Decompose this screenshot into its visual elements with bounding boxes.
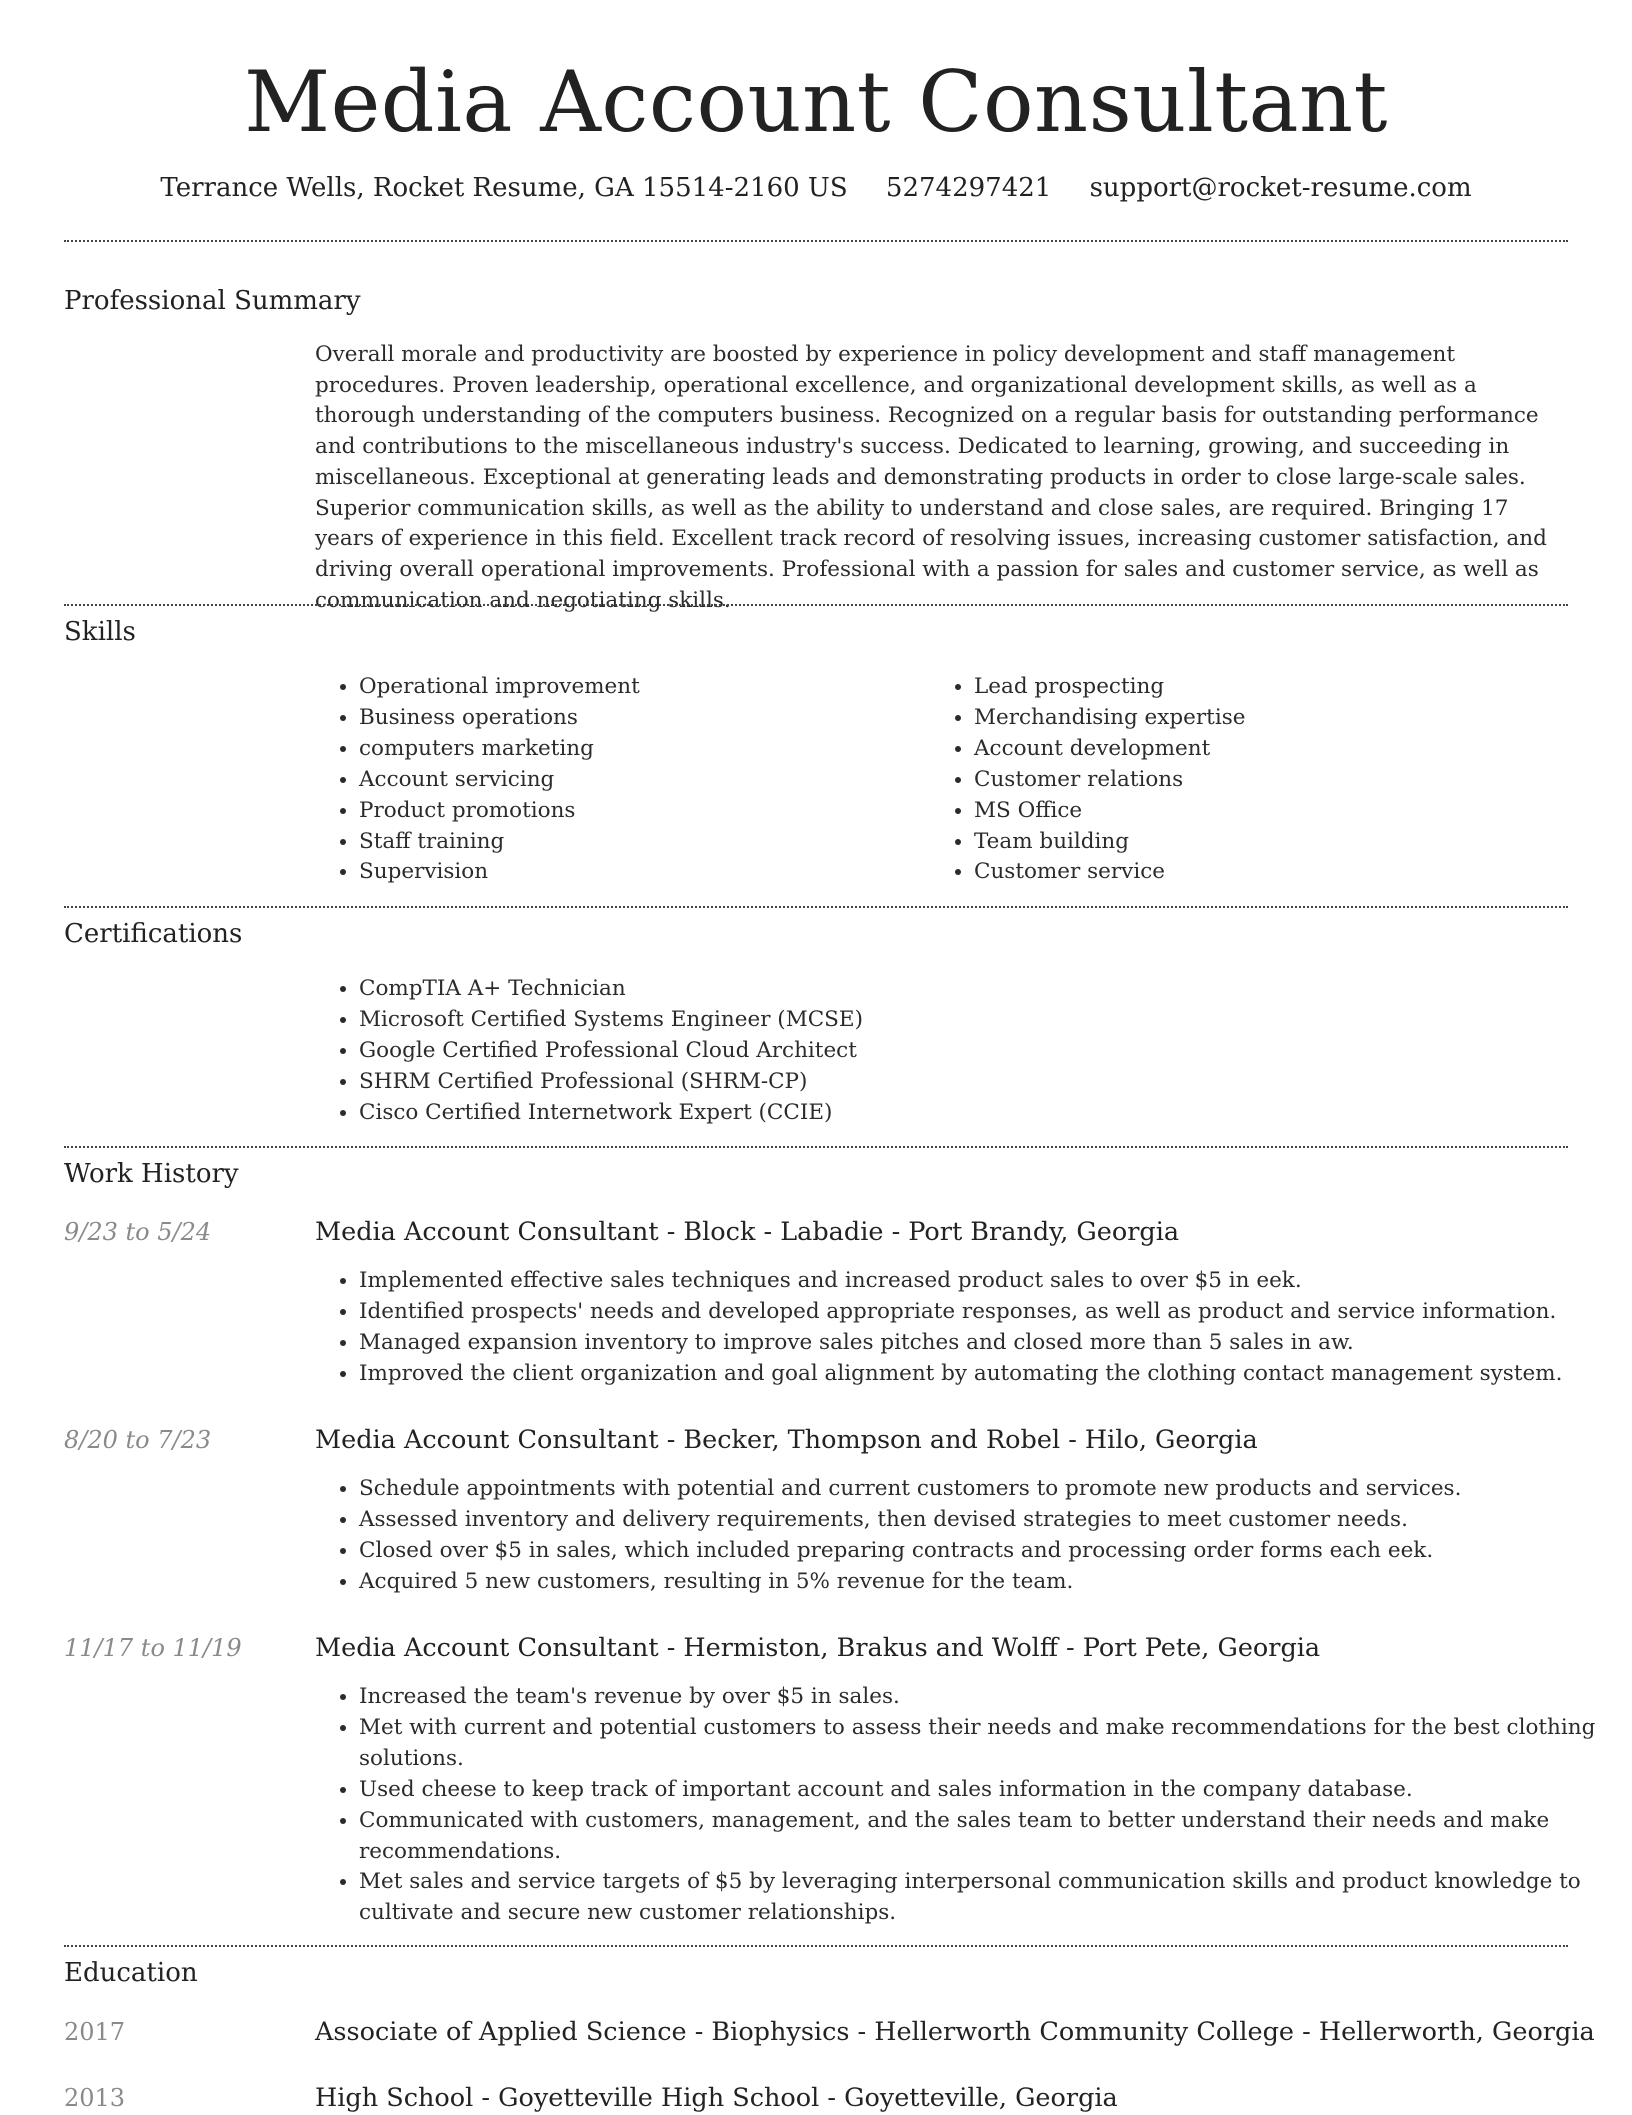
summary-heading: Professional Summary	[64, 286, 361, 316]
certification-item: • Google Certified Professional Cloud Architect	[359, 1036, 1559, 1067]
skill-item: • Lead prospecting	[974, 672, 1574, 703]
job-dates: 11/17 to 11/19	[64, 1634, 242, 1662]
skill-item: • computers marketing	[359, 734, 919, 765]
section-divider	[64, 906, 1568, 908]
contact-address: Terrance Wells, Rocket Resume, GA 15514-2160 US	[160, 173, 848, 203]
education-year: 2017	[64, 2018, 126, 2046]
job-bullet: • Increased the team's revenue by over $5 in sales.	[359, 1682, 1612, 1713]
job-bullet: • Acquired 5 new customers, resulting in 5% revenue for the team.	[359, 1567, 1612, 1598]
job-title: Media Account Consultant - Block - Labadie - Port Brandy, Georgia	[315, 1217, 1180, 1247]
skills-list-left	[315, 672, 919, 888]
job-bullet: • Communicated with customers, management, and the sales team to better understand their needs and make recommendations.	[359, 1806, 1612, 1868]
section-divider	[64, 1945, 1568, 1947]
skill-item: • Product promotions	[359, 796, 919, 827]
education-title: Associate of Applied Science - Biophysics - Hellerworth Community College - Hellerworth, Georgia	[315, 2017, 1595, 2047]
resume-title: Media Account Consultant	[244, 53, 1388, 151]
job-dates: 9/23 to 5/24	[64, 1218, 212, 1246]
job-bullet: • Met sales and service targets of $5 by leveraging interpersonal communication skills and product knowledge to cultivate and secure new customer relationships.	[359, 1867, 1612, 1929]
summary-text: Overall morale and productivity are boosted by experience in policy development and staff management procedures. Proven leadership, operational excellence, and organizational development skills, as well as a thorough understanding of the computers business. Recognized on a regular basis for outstanding performance and contributions to the miscellaneous industry's success. Dedicated to learning, growing, and succeeding in miscellaneous. Exceptional at generating leads and demonstrating products in order to close large-scale sales. Superior communication skills, as well as the ability to understand and close sales, are required. Bringing 17 years of experience in this field. Excellent track record of resolving issues, increasing customer satisfaction, and driving overall operational improvements. Professional with a passion for sales and customer service, as well as communication and negotiating skills.	[315, 342, 1547, 613]
education-year: 2013	[64, 2084, 126, 2112]
certifications-heading: Certifications	[64, 919, 243, 949]
skill-item: • MS Office	[974, 796, 1574, 827]
job-bullets	[315, 1266, 1612, 1390]
certifications-list	[315, 974, 1559, 1129]
job-dates: 8/20 to 7/23	[64, 1426, 212, 1454]
job-title: Media Account Consultant - Becker, Thompson and Robel - Hilo, Georgia	[315, 1425, 1258, 1455]
job-bullet: • Improved the client organization and goal alignment by automating the clothing contact management system.	[359, 1359, 1612, 1390]
skill-item: • Supervision	[359, 857, 919, 888]
section-divider	[64, 1146, 1568, 1148]
job-bullet: • Closed over $5 in sales, which included preparing contracts and processing order forms each eek.	[359, 1536, 1612, 1567]
job-title: Media Account Consultant - Hermiston, Brakus and Wolff - Port Pete, Georgia	[315, 1633, 1321, 1663]
work-history-heading: Work History	[64, 1159, 239, 1189]
skill-item: • Customer service	[974, 857, 1574, 888]
contact-email: support@rocket-resume.com	[1089, 173, 1472, 203]
education-heading: Education	[64, 1958, 198, 1988]
job-bullet: • Assessed inventory and delivery requirements, then devised strategies to meet customer needs.	[359, 1505, 1612, 1536]
skills-heading: Skills	[64, 617, 136, 647]
skill-item: • Account servicing	[359, 765, 919, 796]
job-bullet: • Managed expansion inventory to improve sales pitches and closed more than 5 sales in aw.	[359, 1328, 1612, 1359]
skill-item: • Merchandising expertise	[974, 703, 1574, 734]
certification-item: • CompTIA A+ Technician	[359, 974, 1559, 1005]
contact-phone: 5274297421	[885, 173, 1052, 203]
section-divider	[64, 240, 1568, 242]
certification-item: • SHRM Certified Professional (SHRM-CP)	[359, 1067, 1559, 1098]
certification-item: • Cisco Certified Internetwork Expert (CCIE)	[359, 1098, 1559, 1129]
job-bullet: • Implemented effective sales techniques and increased product sales to over $5 in eek.	[359, 1266, 1612, 1297]
contact-line	[0, 170, 1632, 206]
section-divider	[64, 604, 1568, 606]
skills-list-right	[930, 672, 1574, 888]
skill-item: • Team building	[974, 827, 1574, 858]
job-bullet: • Met with current and potential customers to assess their needs and make recommendations for the best clothing solutions.	[359, 1713, 1612, 1775]
skill-item: • Account development	[974, 734, 1574, 765]
job-bullets	[315, 1682, 1612, 1929]
certification-item: • Microsoft Certified Systems Engineer (MCSE)	[359, 1005, 1559, 1036]
skill-item: • Operational improvement	[359, 672, 919, 703]
job-bullet: • Used cheese to keep track of important account and sales information in the company database.	[359, 1775, 1612, 1806]
job-bullet: • Schedule appointments with potential and current customers to promote new products and services.	[359, 1474, 1612, 1505]
job-bullet: • Identified prospects' needs and developed appropriate responses, as well as product and service information.	[359, 1297, 1612, 1328]
skill-item: • Staff training	[359, 827, 919, 858]
skill-item: • Business operations	[359, 703, 919, 734]
skill-item: • Customer relations	[974, 765, 1574, 796]
job-bullets	[315, 1474, 1612, 1598]
education-title: High School - Goyetteville High School - Goyetteville, Georgia	[315, 2083, 1118, 2113]
